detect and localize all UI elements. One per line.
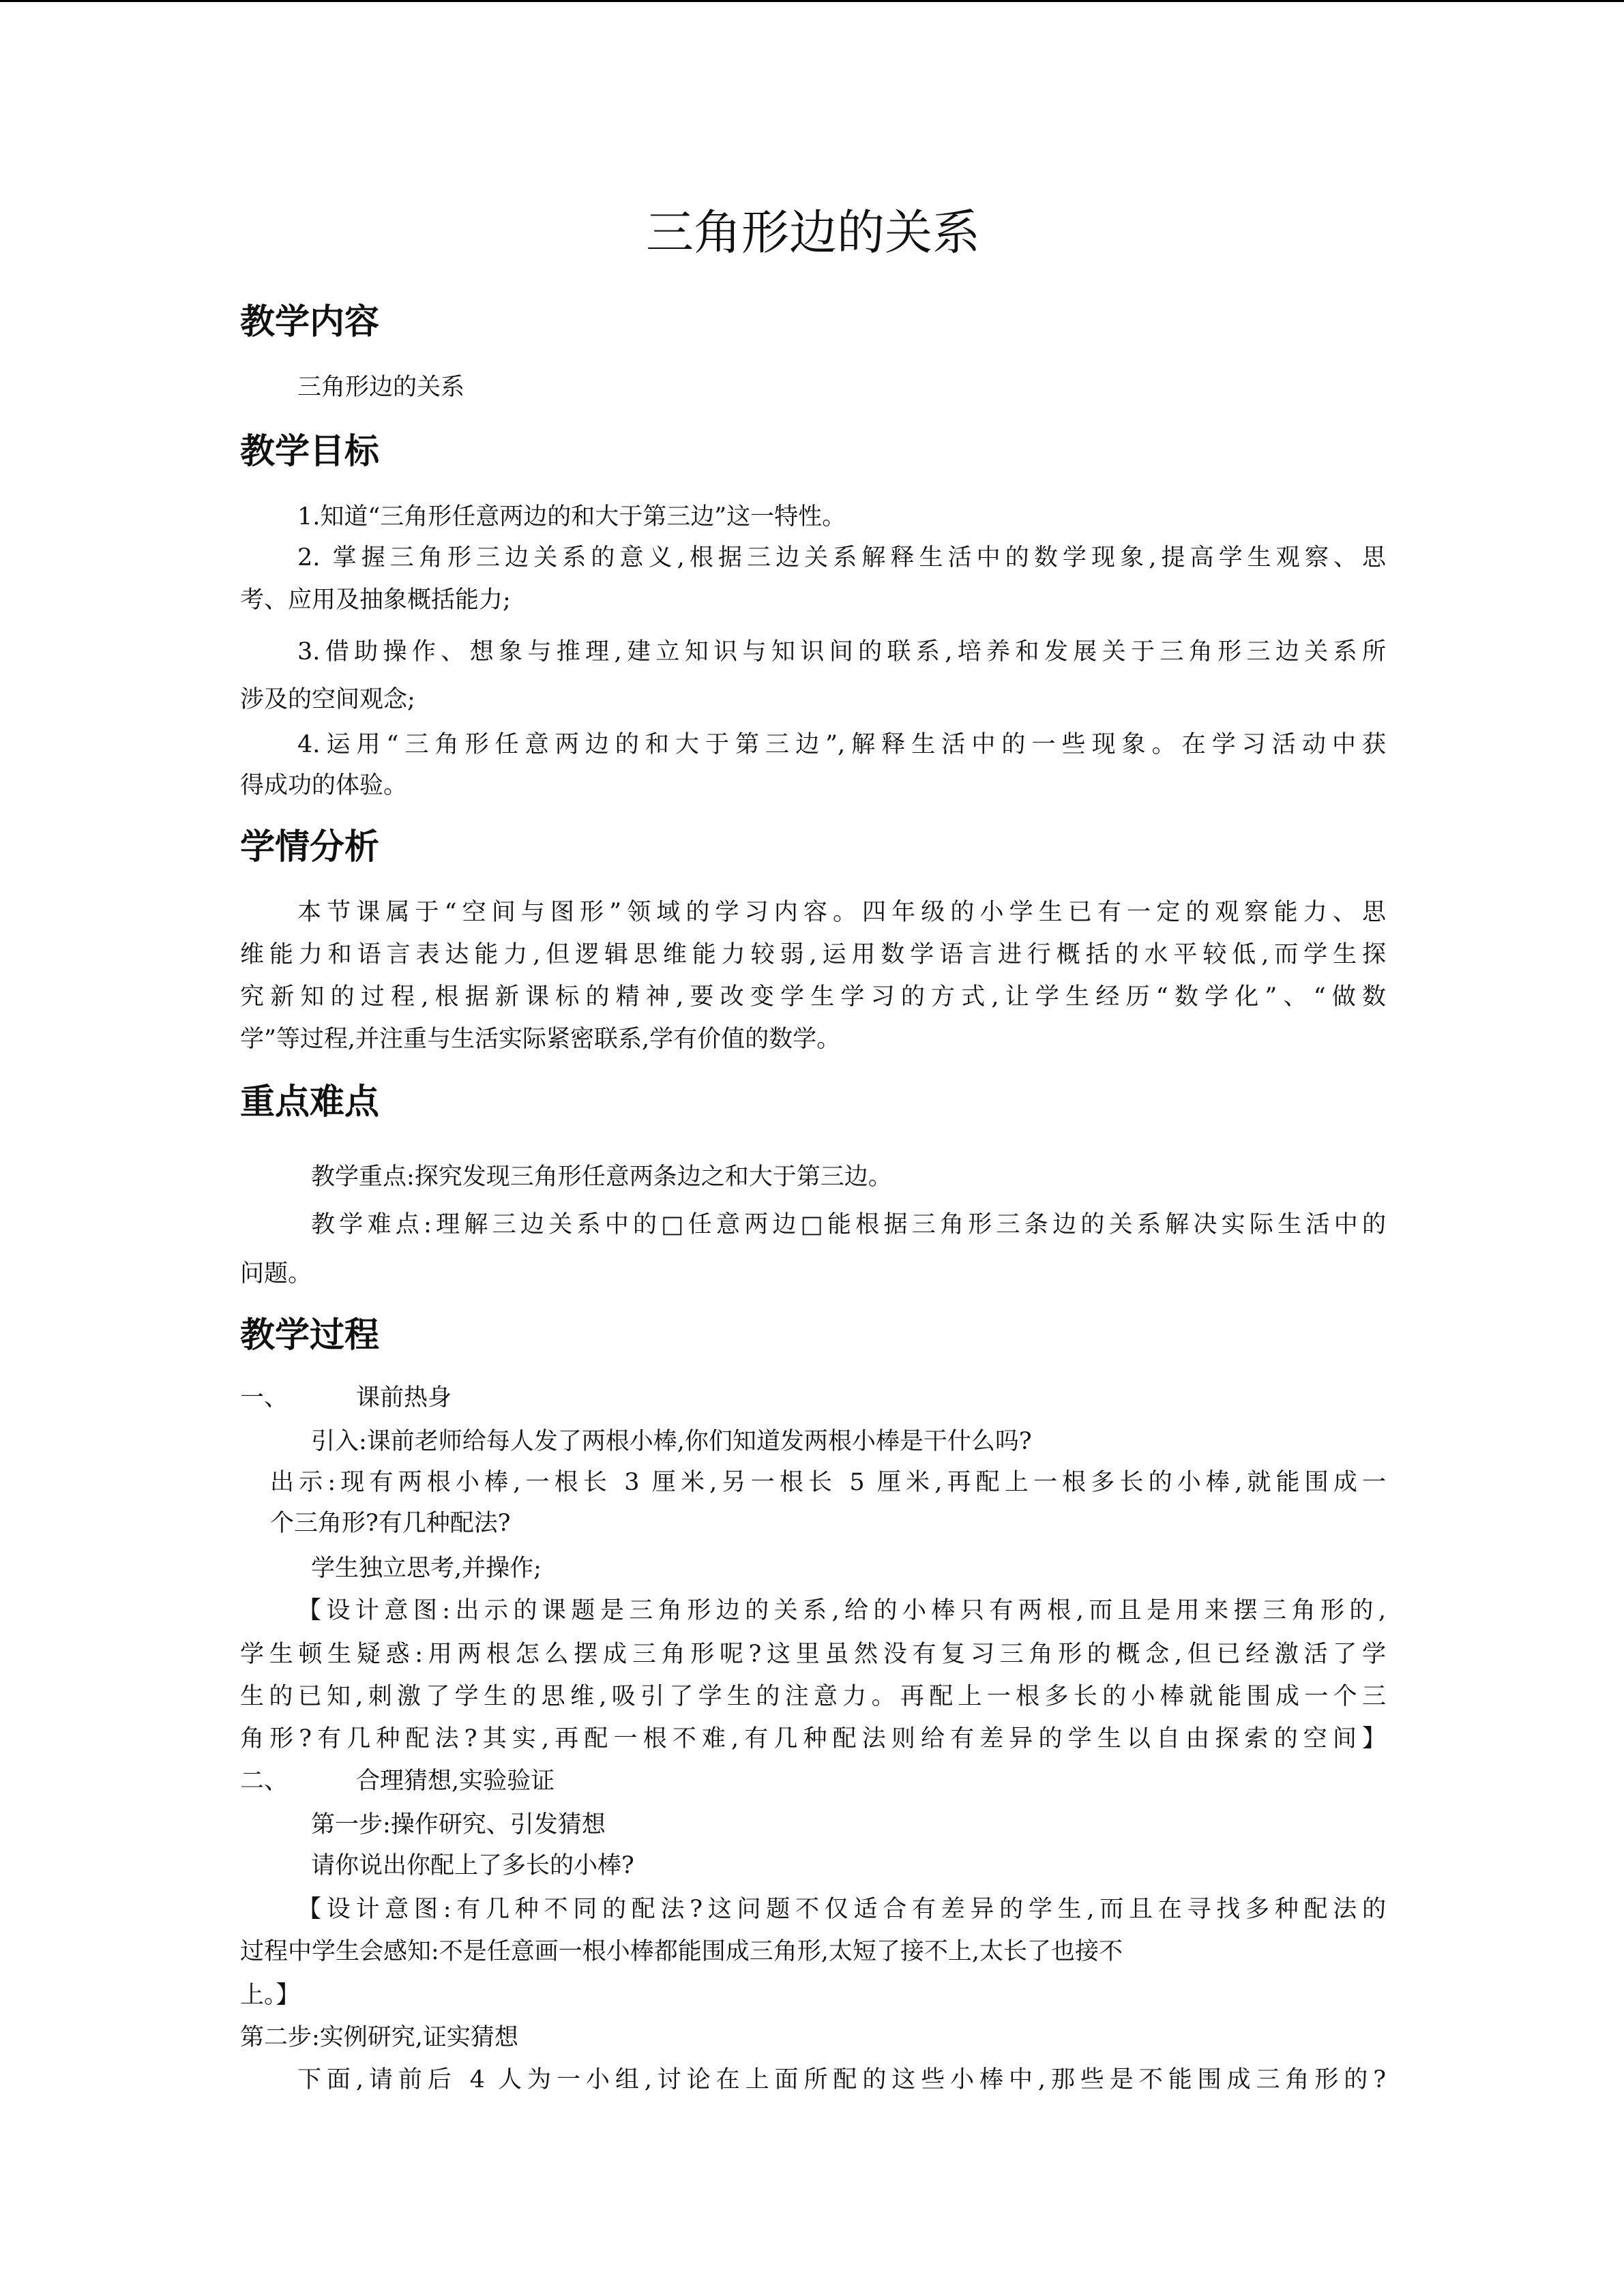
design-intent-1-line-4: 角形?有几种配法?其实,再配一根不难,有几种配法则给有差异的学生以自由探索的空间】 <box>240 1725 1386 1753</box>
paragraph: 个三角形?有几种配法? <box>270 1510 511 1537</box>
step-2-title: 合理猜想,实验验证 <box>356 1768 555 1795</box>
difficult-point-line-2: 问题。 <box>240 1260 312 1287</box>
objective-3-line-1: 3.借助操作、想象与推理,建立知识与知识间的联系,培养和发展关于三角形三边关系所 <box>297 638 1386 666</box>
step-1-number: 一、 <box>240 1384 289 1412</box>
design-intent-2-line-3: 上。】 <box>240 1982 300 2009</box>
design-intent-1-line-2: 学生顿生疑惑:用两根怎么摆成三角形呢?这里虽然没有复习三角形的概念,但已经激活了学 <box>240 1641 1386 1668</box>
page-title: 三角形边的关系 <box>646 205 980 260</box>
objective-4-line-2: 得成功的体验。 <box>240 772 408 799</box>
paragraph: 引入:课前老师给每人发了两根小棒,你们知道发两根小棒是干什么吗? <box>311 1428 1032 1455</box>
analysis-line-3: 究新知的过程,根据新课标的精神,要改变学生学习的方式,让学生经历“数学化”、“做数 <box>240 983 1386 1011</box>
analysis-line-1: 本节课属于“空间与图形”领域的学习内容。四年级的小学生已有一定的观察能力、思 <box>297 899 1386 926</box>
section-heading-analysis: 学情分析 <box>240 827 380 867</box>
step-2-number: 二、 <box>240 1768 289 1795</box>
section-heading-key-points: 重点难点 <box>240 1082 380 1122</box>
design-intent-1-line-3: 生的已知,刺激了学生的思维,吸引了学生的注意力。再配上一根多长的小棒就能围成一个三 <box>240 1683 1386 1710</box>
analysis-line-4: 学”等过程,并注重与生活实际紧密联系,学有价值的数学。 <box>240 1026 841 1053</box>
objective-4-line-1: 4.运用“三角形任意两边的和大于第三边”,解释生活中的一些现象。在学习活动中获 <box>297 731 1386 758</box>
design-intent-1-line-1: 【设计意图:出示的课题是三角形边的关系,给的小棒只有两根,而且是用来摆三角形的, <box>297 1597 1386 1624</box>
section-heading-content: 教学内容 <box>240 302 380 342</box>
objective-1: 1.知道“三角形任意两边的和大于第三边”这一特性。 <box>297 503 846 531</box>
page-top-border <box>0 0 1624 2</box>
paragraph: 三角形边的关系 <box>297 374 465 401</box>
paragraph: 请你说出你配上了多长的小棒? <box>311 1852 634 1879</box>
section-heading-process: 教学过程 <box>240 1315 380 1356</box>
key-point: 教学重点:探究发现三角形任意两条边之和大于第三边。 <box>311 1163 892 1191</box>
objective-2-line-1: 2. 掌握三角形三边关系的意义,根据三边关系解释生活中的数学现象,提高学生观察、思 <box>297 544 1386 571</box>
objective-2-line-2: 考、应用及抽象概括能力; <box>240 586 511 614</box>
analysis-line-2: 维能力和语言表达能力,但逻辑思维能力较弱,运用数学语言进行概括的水平较低,而学生探 <box>240 941 1386 968</box>
paragraph: 第一步:操作研究、引发猜想 <box>311 1811 606 1838</box>
design-intent-2-line-1: 【设计意图:有几种不同的配法?这问题不仅适合有差异的学生,而且在寻找多种配法的 <box>297 1896 1386 1923</box>
section-heading-objectives: 教学目标 <box>240 432 380 472</box>
difficult-point-line-1: 教学难点:理解三边关系中的□任意两边□能根据三角形三条边的关系解决实际生活中的 <box>311 1211 1386 1238</box>
paragraph: 下面,请前后 4 人为一小组,讨论在上面所配的这些小棒中,那些是不能围成三角形的? <box>297 2066 1386 2093</box>
objective-3-line-2: 涉及的空间观念; <box>240 686 415 713</box>
step-1-heading <box>240 1383 452 1413</box>
paragraph: 出示:现有两根小棒,一根长 3 厘米,另一根长 5 厘米,再配上一根多长的小棒,就能围成一 <box>270 1469 1386 1496</box>
design-intent-2-line-2: 过程中学生会感知:不是任意画一根小棒都能围成三角形,太短了接不上,太长了也接不 <box>240 1938 1123 1965</box>
paragraph: 学生独立思考,并操作; <box>311 1555 542 1582</box>
paragraph: 第二步:实例研究,证实猜想 <box>240 2024 518 2051</box>
step-1-title: 课前热身 <box>356 1384 452 1412</box>
step-2-heading <box>240 1766 555 1796</box>
